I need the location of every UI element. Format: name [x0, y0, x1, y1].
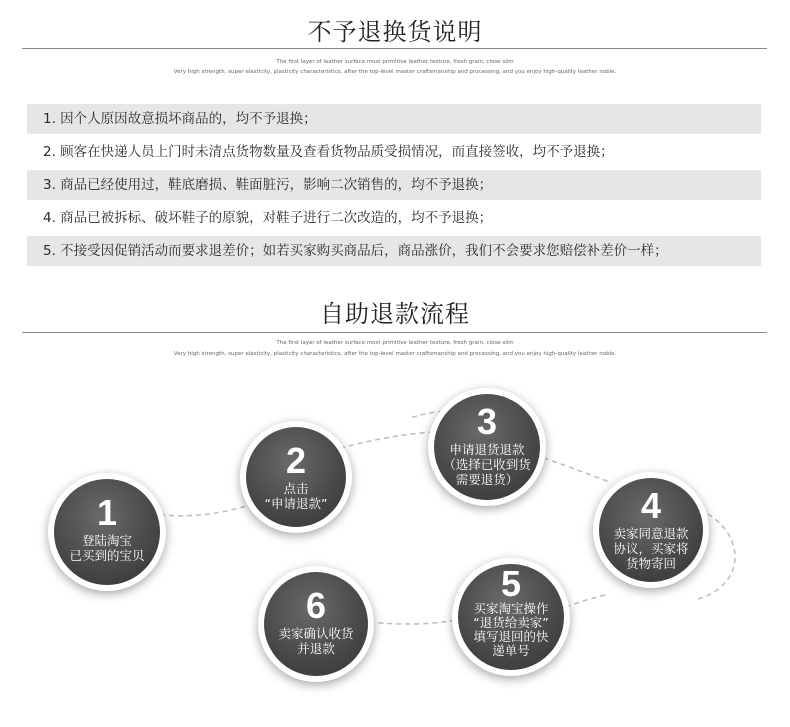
connector-5-6	[368, 620, 455, 624]
step-3-text-line-1: 申请退货退款	[449, 442, 525, 457]
step-2-text-line-1: 点击	[283, 481, 309, 496]
step-1-text-line-2: 已买到的宝贝	[69, 548, 145, 563]
step-6-text-line-2: 并退款	[297, 641, 335, 656]
step-3-circle	[428, 388, 546, 506]
rule-item-2: 2. 顾客在快递人员上门时未清点货物数量及查看货物品质受损情况，而直接签收，均不予退换；	[43, 144, 614, 160]
connector-2-3	[340, 432, 432, 448]
subtitle-flow-line-1: The first layer of leather surface most primitive leather texture, fresh grain, close slim	[276, 340, 514, 346]
step-2-text-line-2: “申请退款”	[264, 496, 328, 511]
step-6-number: 6	[305, 585, 327, 626]
step-5-circle	[452, 558, 570, 676]
step-5-text-line-4: 递单号	[492, 643, 530, 658]
step-1-number: 1	[96, 492, 118, 533]
section-title-refund-flow: 自助退款流程	[320, 300, 470, 328]
step-3-text-line-3: 需要退货）	[455, 472, 519, 487]
divider-top	[22, 48, 767, 49]
step-5-number: 5	[500, 563, 522, 604]
step-1-circle	[48, 473, 166, 591]
rule-item-3: 3. 商品已经使用过，鞋底磨损、鞋面脏污，影响二次销售的，均不予退换；	[27, 170, 761, 200]
step-6-text-line-1: 卖家确认收货	[278, 626, 354, 641]
rule-item-1: 1. 因个人原因故意损坏商品的，均不予退换；	[27, 104, 761, 134]
step-5-text-line-3: 填写退回的快	[473, 629, 549, 644]
step-5-text-line-2: “退货给卖家”	[473, 615, 549, 630]
step-5-text-line-1: 买家淘宝操作	[473, 601, 549, 616]
step-4-text-line-3: 货物寄回	[625, 556, 676, 571]
connector-1-2	[160, 505, 250, 516]
section-title-no-return: 不予退换货说明	[307, 18, 483, 46]
rules-list	[27, 104, 761, 269]
step-3-number: 3	[476, 401, 498, 442]
subtitle-flow-line-2: Very high strength, super elasticity, plasticity characteristics, after the top-level master craftsmanship and processing, and you enjoy high-quality leather noble.	[173, 351, 617, 357]
subtitle-line-2: Very high strength, super elasticity, plasticity characteristics, after the top-level master craftsmanship and processing, and you enjoy high-quality leather noble.	[173, 69, 617, 75]
connector-3-4	[535, 455, 610, 482]
step-1-text-line-1: 登陆淘宝	[81, 533, 132, 548]
step-4-text-line-1: 卖家同意退款	[613, 526, 689, 541]
subtitle-line-1: The first layer of leather surface most primitive leather texture, fresh grain, close slim	[276, 59, 514, 65]
step-3-text-line-2: （选择已收到货	[443, 457, 531, 472]
step-4-number: 4	[640, 485, 662, 526]
step-4-circle	[593, 472, 709, 588]
step-2-number: 2	[285, 440, 307, 481]
rule-item-4: 4. 商品已被拆标、破坏鞋子的原貌，对鞋子进行二次改造的，均不予退换；	[43, 210, 493, 226]
divider-flow	[22, 332, 767, 333]
rule-item-5: 5. 不接受因促销活动而要求退差价；如若买家购买商品后，商品涨价，我们不会要求您赔偿补差价一样；	[27, 236, 761, 266]
refund-flow-diagram	[0, 370, 790, 727]
step-2-circle	[240, 421, 352, 533]
step-4-text-line-2: 协议，买家将	[613, 541, 689, 556]
step-6-circle	[258, 566, 374, 682]
